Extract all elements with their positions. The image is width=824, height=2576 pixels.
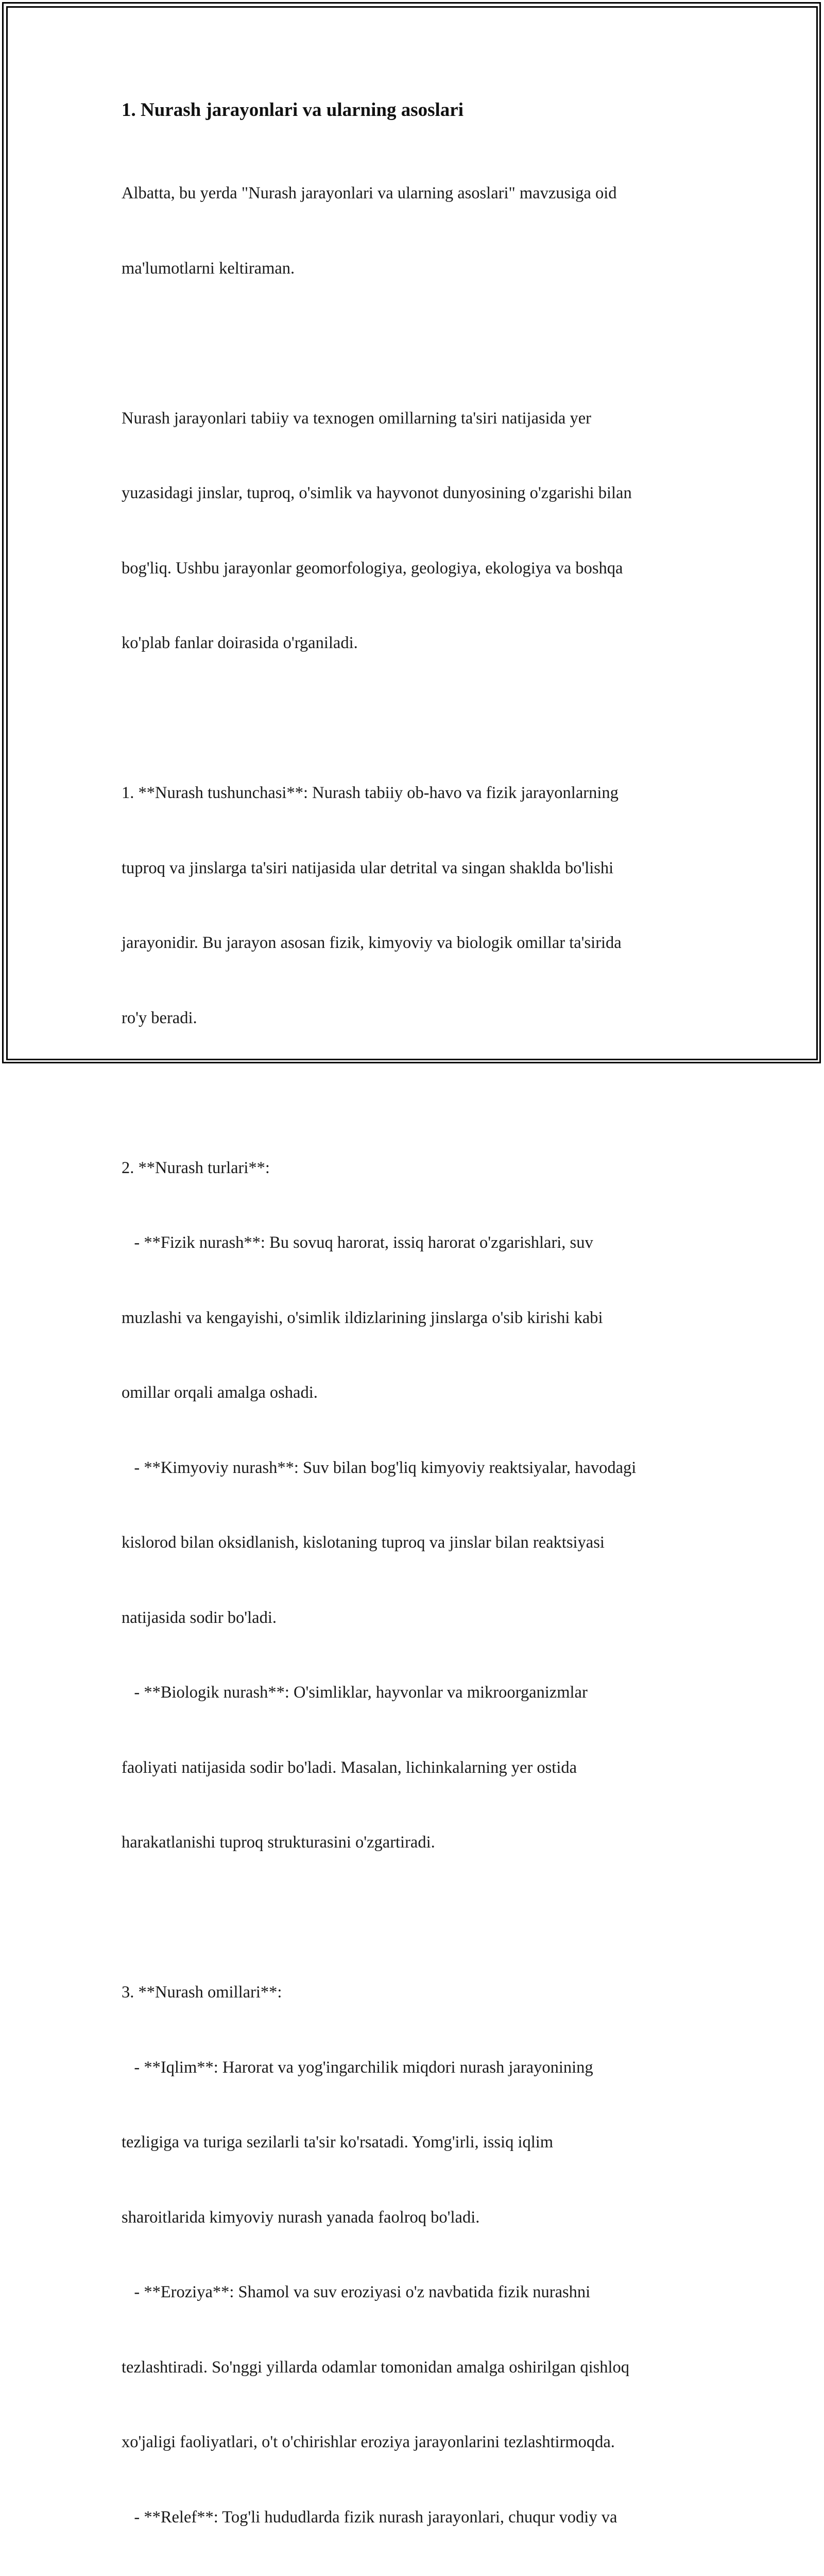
text-line: sharoitlarida kimyoviy nurash yanada faolroq bo'ladi. — [122, 2208, 480, 2227]
paragraph-overview — [122, 356, 709, 706]
document-title: 1. Nurash jarayonlari va ularning asoslari — [122, 99, 464, 121]
text-line: kislorod bilan oksidlanish, kislotaning tuproq va jinslar bilan reaktsiyasi — [122, 1533, 605, 1552]
text-line: Albatta, bu yerda "Nurash jarayonlari va ularning asoslari" mavzusiga oid — [122, 184, 617, 202]
list-item: - **Kimyoviy nurash**: Suv bilan bog'liq kimyoviy reaktsiyalar, havodagi — [122, 1458, 637, 1477]
text-line: tuproq va jinslarga ta'siri natijasida ular detrital va singan shaklda bo'lishi — [122, 858, 614, 877]
section-factors — [122, 1930, 709, 2576]
list-item: - **Biologik nurash**: O'simliklar, hayvonlar va mikroorganizmlar — [122, 1683, 588, 1702]
text-line: Nurash jarayonlari tabiiy va texnogen omillarning ta'siri natijasida yer — [122, 409, 591, 428]
text-line: tezlashtiradi. So'nggi yillarda odamlar tomonidan amalga oshirilgan qishloq — [122, 2358, 630, 2377]
document-body — [122, 96, 709, 2576]
text-line: 1. **Nurash tushunchasi**: Nurash tabiiy ob-havo va fizik jarayonlarning — [122, 784, 619, 802]
text-line: 3. **Nurash omillari**: — [122, 1983, 282, 2002]
section-concept — [122, 731, 709, 1080]
text-line: faoliyati natijasida sodir bo'ladi. Masalan, lichinkalarning yer ostida — [122, 1758, 577, 1777]
text-line: natijasida sodir bo'ladi. — [122, 1608, 277, 1627]
text-line: xo'jaligi faoliyatlari, o't o'chirishlar eroziya jarayonlarini tezlashtirmoqda. — [122, 2433, 615, 2451]
paragraph-intro — [122, 131, 709, 331]
section-types — [122, 1106, 709, 1905]
text-line: harakatlanishi tuproq strukturasini o'zgartiradi. — [122, 1833, 435, 1852]
text-line: yuzasidagi jinslar, tuproq, o'simlik va hayvonot dunyosining o'zgarishi bilan — [122, 484, 632, 502]
text-line: ro'y beradi. — [122, 1008, 197, 1027]
list-item: - **Iqlim**: Harorat va yog'ingarchilik miqdori nurash jarayonining — [122, 2058, 593, 2077]
text-line: muzlashi va kengayishi, o'simlik ildizlarining jinslarga o'sib kirishi kabi — [122, 1308, 603, 1327]
text-line: tezligiga va turiga sezilarli ta'sir ko'rsatadi. Yomg'irli, issiq iqlim — [122, 2133, 554, 2151]
text-line: bog'liq. Ushbu jarayonlar geomorfologiya, geologiya, ekologiya va boshqa — [122, 558, 623, 578]
text-line: ma'lumotlarni keltiraman. — [122, 259, 295, 278]
list-item: - **Eroziya**: Shamol va suv eroziyasi o'z navbatida fizik nurashni — [122, 2283, 591, 2301]
list-item: - **Fizik nurash**: Bu sovuq harorat, issiq harorat o'zgarishlari, suv — [122, 1233, 593, 1252]
text-line: 2. **Nurash turlari**: — [122, 1158, 270, 1177]
text-line: ko'plab fanlar doirasida o'rganiladi. — [122, 634, 358, 652]
text-line: omillar orqali amalga oshadi. — [122, 1383, 318, 1402]
text-line: jarayonidir. Bu jarayon asosan fizik, kimyoviy va biologik omillar ta'sirida — [122, 934, 622, 952]
list-item: - **Relef**: Tog'li hududlarda fizik nurash jarayonlari, chuqur vodiy va — [122, 2507, 617, 2527]
